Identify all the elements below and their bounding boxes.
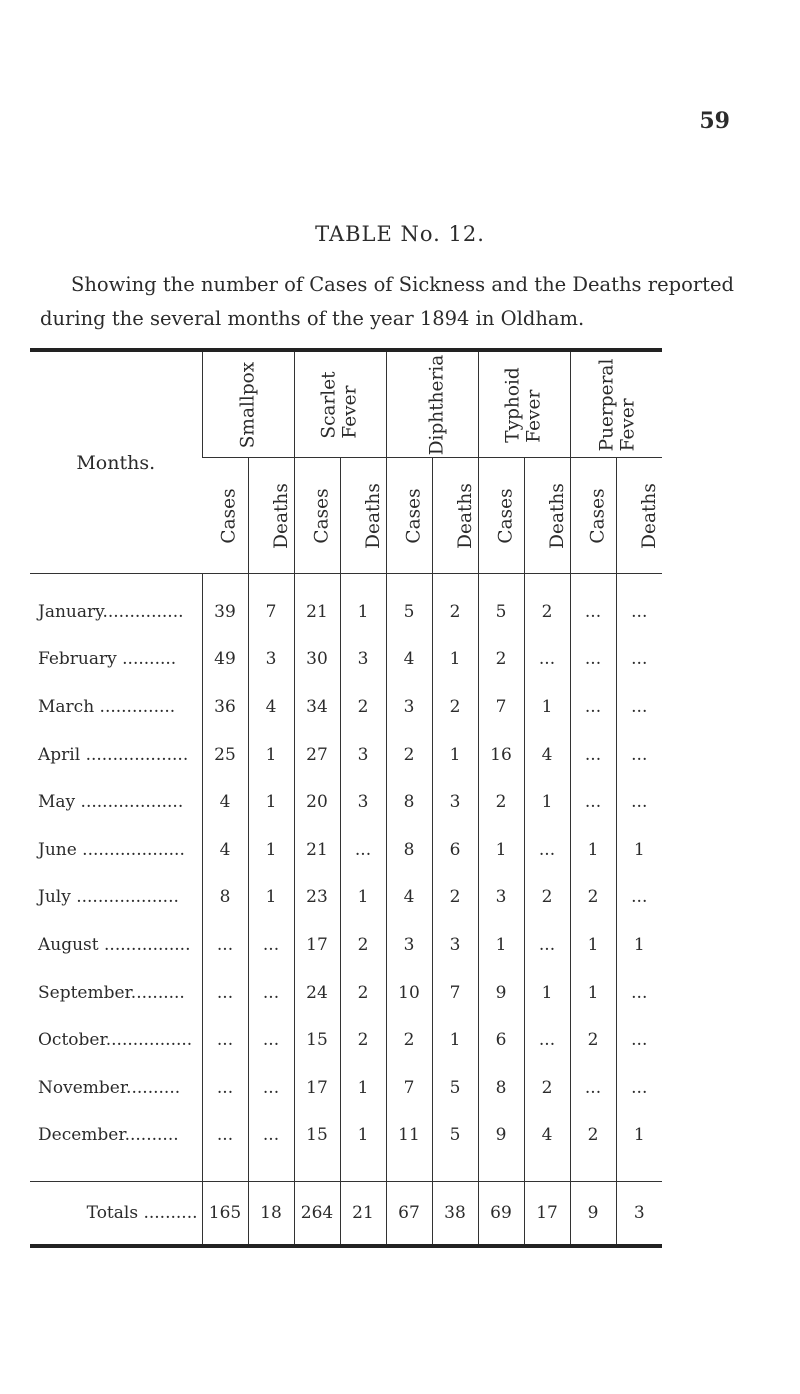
table-cell: 15 (294, 1112, 340, 1160)
table-description: Showing the number of Cases of Sickness and the Deaths reported during the several months of the year 1894 in Oldham. (40, 273, 735, 330)
table-cell: 11 (386, 1112, 432, 1160)
subheader-cases: Cases (294, 458, 340, 574)
subheader-deaths: Deaths (340, 458, 386, 574)
month-label: May ................... (38, 792, 184, 813)
subheader-cases: Cases (386, 458, 432, 574)
table-cell: 6 (432, 826, 478, 874)
table-cell: ... (248, 921, 294, 969)
table-row (30, 921, 662, 969)
table-cell: 2 (570, 1112, 616, 1160)
table-cell: ... (616, 969, 662, 1017)
totals-cell: 3 (616, 1182, 662, 1247)
totals-cell: 67 (386, 1182, 432, 1247)
table-cell: 27 (294, 731, 340, 779)
table-cell: ... (248, 969, 294, 1017)
month-label: January............... (38, 601, 184, 622)
table-cell: 1 (340, 1112, 386, 1160)
table-cell: 20 (294, 778, 340, 826)
table-cell: ... (616, 636, 662, 684)
table-cell: ... (570, 588, 616, 636)
totals-cell: 9 (570, 1182, 616, 1247)
table-cell: 2 (340, 683, 386, 731)
totals-cell: 18 (248, 1182, 294, 1247)
totals-cell: 21 (340, 1182, 386, 1247)
month-label: December.......... (38, 1125, 179, 1146)
table-row (30, 778, 662, 826)
month-label: August ................ (38, 934, 191, 955)
table-cell: 8 (478, 1064, 524, 1112)
table-cell: 5 (432, 1112, 478, 1160)
table-cell: 3 (478, 874, 524, 922)
table-cell: 1 (616, 921, 662, 969)
table-cell: ... (616, 1016, 662, 1064)
table-cell: 7 (432, 969, 478, 1017)
table-cell: ... (570, 636, 616, 684)
table-cell: 24 (294, 969, 340, 1017)
header-typhoid-fever-label: Typhoid Fever (503, 366, 546, 443)
table-cell: 9 (478, 1112, 524, 1160)
table-cell: 1 (340, 588, 386, 636)
subheader-deaths: Deaths (616, 458, 662, 574)
month-label: July ................... (38, 887, 179, 908)
totals-cell: 69 (478, 1182, 524, 1247)
table-cell: 36 (202, 683, 248, 731)
table-cell: ... (248, 1016, 294, 1064)
table-cell: ... (524, 826, 570, 874)
table-cell: 17 (294, 921, 340, 969)
table-cell: 25 (202, 731, 248, 779)
table-cell: 4 (386, 874, 432, 922)
month-label: April ................... (38, 744, 189, 765)
table-cell: 21 (294, 588, 340, 636)
table-cell: 1 (570, 826, 616, 874)
header-typhoid-fever (478, 350, 570, 458)
month-label: October................ (38, 1030, 193, 1051)
table-cell: 2 (524, 588, 570, 636)
table-cell: ... (202, 969, 248, 1017)
table-cell: 39 (202, 588, 248, 636)
table-cell: 23 (294, 874, 340, 922)
header-diphtheria (386, 350, 478, 458)
table-cell: 3 (340, 778, 386, 826)
totals-cell: 165 (202, 1182, 248, 1247)
disease-header-row (30, 350, 662, 458)
table-cell: 2 (570, 874, 616, 922)
table-cell: ... (248, 1112, 294, 1160)
subheader-deaths: Deaths (248, 458, 294, 574)
table-cell: 2 (478, 636, 524, 684)
table-cell: 1 (340, 1064, 386, 1112)
table-cell: 1 (524, 683, 570, 731)
table-cell: 1 (478, 826, 524, 874)
header-smallpox (202, 350, 294, 458)
month-label: June ................... (38, 839, 185, 860)
table-cell: ... (616, 778, 662, 826)
table-cell: 3 (386, 683, 432, 731)
table-cell: 3 (248, 636, 294, 684)
subheader-cases: Cases (570, 458, 616, 574)
table-cell: 17 (294, 1064, 340, 1112)
table-cell: 16 (478, 731, 524, 779)
table-cell: 2 (386, 1016, 432, 1064)
table-cell: 2 (340, 969, 386, 1017)
subheader-cases: Cases (478, 458, 524, 574)
table-cell: 9 (478, 969, 524, 1017)
table-row (30, 1112, 662, 1160)
table-cell: 3 (340, 731, 386, 779)
table-cell: ... (202, 1064, 248, 1112)
table-row (30, 969, 662, 1017)
table-cell: 1 (570, 969, 616, 1017)
table-cell: 1 (524, 778, 570, 826)
header-puerperal-fever (570, 350, 662, 458)
table-cell: 34 (294, 683, 340, 731)
sickness-table-wrapper (30, 348, 662, 1360)
table-cell: 4 (524, 1112, 570, 1160)
table-cell: 2 (432, 683, 478, 731)
header-scarlet-fever (294, 350, 386, 458)
table-cell: ... (202, 921, 248, 969)
table-cell: 2 (432, 588, 478, 636)
table-cell: 2 (340, 921, 386, 969)
table-cell: 1 (248, 778, 294, 826)
table-cell: 2 (386, 731, 432, 779)
totals-cell: 38 (432, 1182, 478, 1247)
table-cell: 1 (524, 969, 570, 1017)
table-cell: 4 (248, 683, 294, 731)
totals-row (30, 1182, 662, 1247)
table-cell: ... (616, 731, 662, 779)
table-cell: 10 (386, 969, 432, 1017)
table-cell: 1 (432, 636, 478, 684)
table-row (30, 636, 662, 684)
totals-cell: 264 (294, 1182, 340, 1247)
table-cell: 1 (248, 826, 294, 874)
month-label: February .......... (38, 649, 177, 670)
header-puerperal-fever-label: Puerperal Fever (595, 358, 638, 451)
table-cell: 5 (386, 588, 432, 636)
table-cell: ... (524, 1016, 570, 1064)
table-cell: 4 (524, 731, 570, 779)
table-cell: ... (616, 683, 662, 731)
table-row (30, 1016, 662, 1064)
table-cell: 3 (432, 778, 478, 826)
months-header: Months. (30, 350, 202, 574)
table-row (30, 683, 662, 731)
table-row (30, 1064, 662, 1112)
header-diphtheria-label: Diphtheria (425, 354, 447, 455)
totals-cell: 17 (524, 1182, 570, 1247)
table-cell: 8 (386, 778, 432, 826)
table-cell: 3 (386, 921, 432, 969)
table-cell: 2 (340, 1016, 386, 1064)
table-cell: 4 (202, 826, 248, 874)
month-label: November.......... (38, 1077, 181, 1098)
spacer-row (30, 574, 662, 589)
table-cell: 2 (432, 874, 478, 922)
table-cell: 1 (432, 1016, 478, 1064)
table-cell: 1 (616, 1112, 662, 1160)
table-cell: 1 (570, 921, 616, 969)
table-cell: 2 (524, 874, 570, 922)
table-cell: 2 (478, 778, 524, 826)
subheader-deaths: Deaths (524, 458, 570, 574)
table-cell: 1 (616, 826, 662, 874)
table-cell: 4 (202, 778, 248, 826)
table-title: TABLE No. 12. (315, 222, 485, 246)
table-cell: 15 (294, 1016, 340, 1064)
table-cell: 1 (432, 731, 478, 779)
totals-label: Totals .......... (86, 1203, 198, 1224)
table-row (30, 826, 662, 874)
table-cell: ... (202, 1112, 248, 1160)
table-cell: 3 (340, 636, 386, 684)
table-cell: ... (524, 921, 570, 969)
header-smallpox-label: Smallpox (237, 361, 258, 448)
table-cell: 2 (524, 1064, 570, 1112)
subheader-cases: Cases (202, 458, 248, 574)
table-cell: ... (524, 636, 570, 684)
table-cell: 1 (248, 731, 294, 779)
table-cell: 2 (570, 1016, 616, 1064)
table-cell: 7 (386, 1064, 432, 1112)
spacer-row (30, 1159, 662, 1182)
subheader-deaths: Deaths (432, 458, 478, 574)
table-cell: 8 (202, 874, 248, 922)
month-label: September.......... (38, 982, 185, 1003)
table-cell: 4 (386, 636, 432, 684)
table-cell: 3 (432, 921, 478, 969)
table-cell: 6 (478, 1016, 524, 1064)
month-rows (30, 588, 662, 1159)
table-cell: ... (570, 683, 616, 731)
table-cell: 7 (248, 588, 294, 636)
table-cell: 1 (340, 874, 386, 922)
table-cell: 1 (478, 921, 524, 969)
table-cell: 5 (432, 1064, 478, 1112)
table-cell: ... (570, 778, 616, 826)
month-label: March .............. (38, 696, 176, 717)
table-cell: ... (248, 1064, 294, 1112)
page-number: 59 (699, 108, 730, 134)
table-cell: 49 (202, 636, 248, 684)
table-cell: 7 (478, 683, 524, 731)
table-cell: ... (616, 1064, 662, 1112)
table-cell: ... (570, 1064, 616, 1112)
table-cell: 5 (478, 588, 524, 636)
table-cell: 8 (386, 826, 432, 874)
table-row (30, 731, 662, 779)
table-row (30, 874, 662, 922)
sickness-deaths-table (30, 348, 662, 1248)
table-cell: ... (570, 731, 616, 779)
table-cell: 30 (294, 636, 340, 684)
header-scarlet-fever-label: Scarlet Fever (319, 370, 361, 439)
table-cell: ... (616, 874, 662, 922)
table-cell: ... (202, 1016, 248, 1064)
table-cell: ... (616, 588, 662, 636)
table-row (30, 588, 662, 636)
table-cell: ... (340, 826, 386, 874)
table-cell: 21 (294, 826, 340, 874)
table-cell: 1 (248, 874, 294, 922)
